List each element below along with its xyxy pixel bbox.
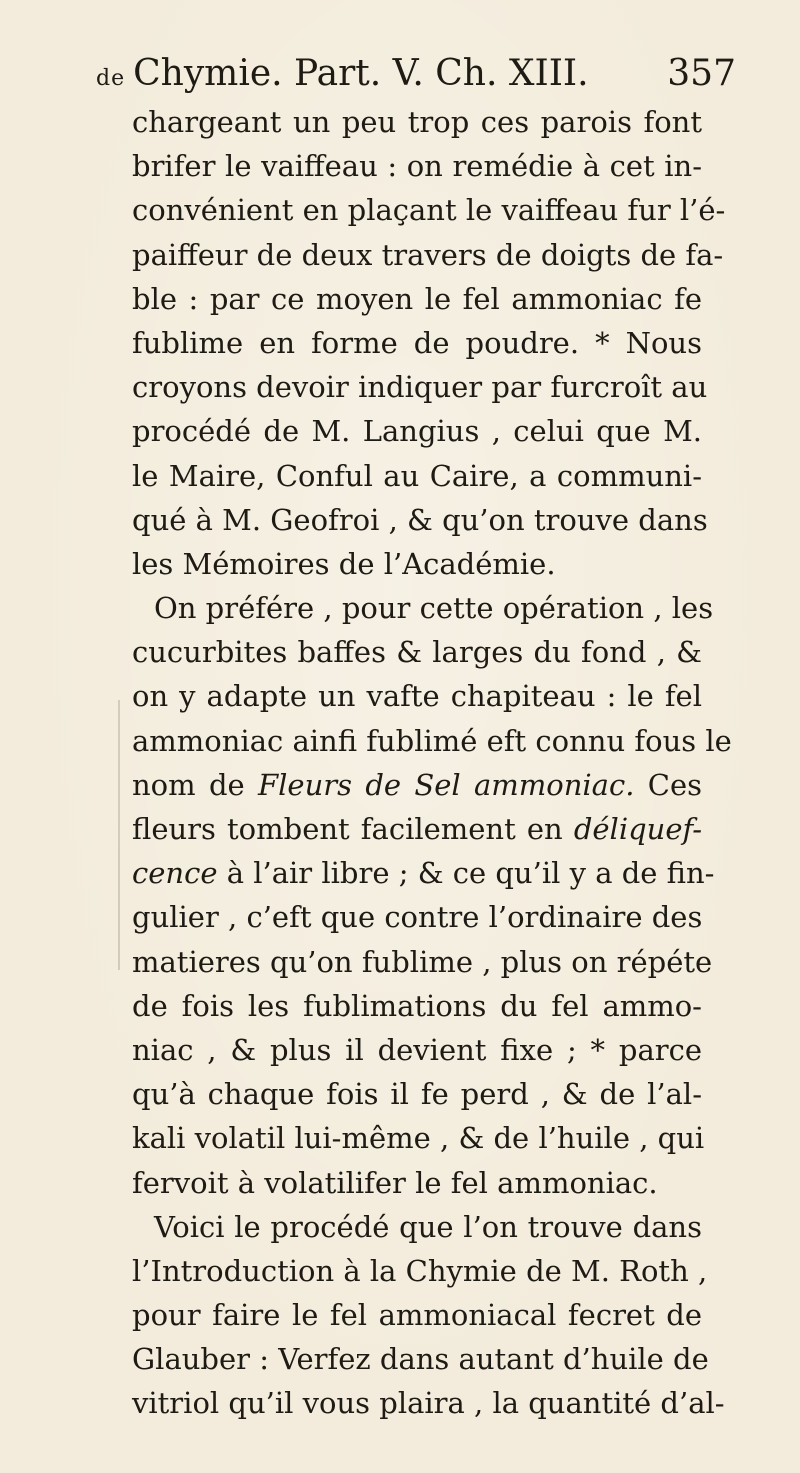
text-line: convénient en plaçant le vaiffeau fur l’é- [132, 193, 726, 228]
text-line: matieres qu’on fublime , plus on répéte [132, 944, 713, 979]
text-line: fervoit à volatilifer le fel ammoniac. [132, 1165, 658, 1200]
text-line: On préfére , pour cette opération , les [154, 591, 714, 626]
text-line: l’Introduction à la Chymie de M. Roth , [132, 1253, 708, 1288]
margin-shadow [118, 700, 120, 970]
text-line: chargeant un peu trop ces parois font [132, 105, 702, 139]
text-line: croyons devoir indiquer par furcroît au [132, 370, 708, 405]
text-line: on y adapte un vafte chapiteau : le fel [132, 679, 702, 714]
italic-term-deliquescence-1: déliquef- [573, 812, 703, 846]
text-line: cucurbites baffes & larges du fond , & [132, 635, 702, 670]
text-segment: Ces [647, 767, 702, 802]
body-text [132, 100, 732, 1426]
text-line: Glauber : Verfez dans autant d’huile de [132, 1342, 709, 1377]
text-line [132, 763, 702, 807]
text-line: niac , & plus il devient fixe ; * parce [132, 1032, 702, 1067]
text-line: brifer le vaiffeau : on remédie à cet in- [132, 149, 702, 184]
italic-term-fleurs: Fleurs de Sel ammoniac. [258, 767, 635, 802]
text-line: qué à M. Geofroi , & qu’on trouve dans [132, 502, 708, 537]
text-line: les Mémoires de l’Académie. [132, 546, 556, 581]
page-number: 357 [667, 53, 736, 94]
text-line: le Maire, Conful au Caire, a communi- [132, 458, 702, 493]
text-line: kali volatil lui-même , & de l’huile , qui [132, 1121, 705, 1156]
text-line: ammoniac ainfi fublimé eft connu fous le [132, 723, 732, 758]
text-line: qu’à chaque fois il fe perd , & de l’al- [132, 1077, 702, 1112]
text-line [132, 851, 715, 895]
text-line: procédé de M. Langius , celui que M. [132, 414, 702, 449]
text-line: de fois les fublimations du fel ammo- [132, 988, 702, 1023]
text-segment: nom de [132, 767, 245, 802]
header-prefix: de [96, 66, 134, 91]
text-line [132, 807, 702, 851]
running-header [96, 44, 736, 104]
text-segment: fleurs tombent facilement en [132, 812, 563, 846]
italic-term-deliquescence-2: cence [132, 856, 218, 891]
text-line: paiffeur de deux travers de doigts de fa- [132, 237, 724, 272]
text-line: vitriol qu’il vous plaira , la quantité d’al- [132, 1386, 725, 1421]
header-title: Chymie. Part. V. Ch. XIII. [133, 53, 589, 94]
text-line: fublime en forme de poudre. * Nous [132, 325, 702, 360]
text-line: ble : par ce moyen le fel ammoniac fe [132, 281, 702, 316]
text-segment: à l’air libre ; & ce qu’il y a de fin- [226, 856, 715, 891]
text-line: gulier , c’eft que contre l’ordinaire des [132, 900, 703, 935]
text-line: pour faire le fel ammoniacal fecret de [132, 1298, 702, 1333]
text-line: Voici le procédé que l’on trouve dans [154, 1209, 702, 1244]
